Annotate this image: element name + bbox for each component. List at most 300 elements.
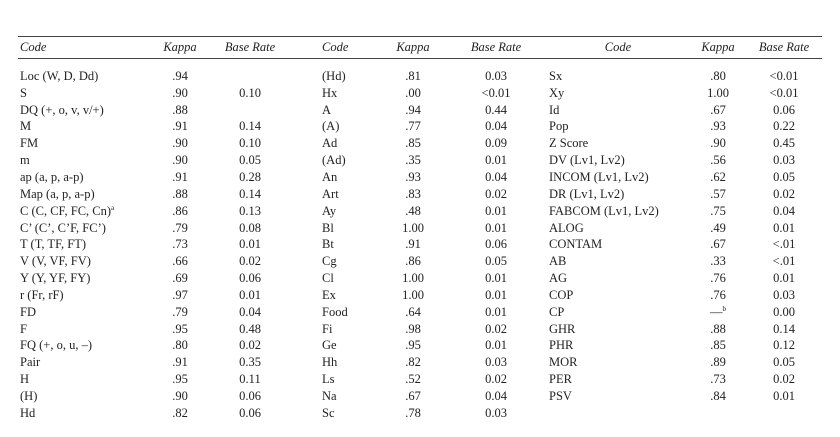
cell-base-rate: 0.01 <box>485 203 507 218</box>
cell-kappa-text: .88 <box>710 321 726 336</box>
cell-base-rate: 0.02 <box>773 186 795 201</box>
table-row <box>322 102 550 119</box>
cell-code <box>549 221 687 236</box>
cell-code <box>20 389 160 404</box>
header-row <box>322 39 550 56</box>
cell-kappa-text: .66 <box>172 254 188 269</box>
cell-code-text: Id <box>549 102 560 117</box>
table-row <box>322 371 550 388</box>
cell-base-rate: 0.02 <box>239 254 261 269</box>
cell-kappa-text: .79 <box>172 220 188 235</box>
cell-kappa <box>687 204 749 219</box>
cell-kappa-text: — <box>710 304 723 319</box>
cell-kappa-text: .95 <box>172 372 188 387</box>
cell-kappa <box>384 170 442 185</box>
table-row <box>322 203 550 220</box>
table-row <box>20 186 300 203</box>
cell-code-text: ALOG <box>549 220 584 235</box>
table-row <box>549 152 819 169</box>
cell-kappa-text: .97 <box>172 287 188 302</box>
table-row <box>322 321 550 338</box>
table-row <box>322 405 550 422</box>
cell-base-rate: 0.13 <box>239 203 261 218</box>
cell-kappa-text: .95 <box>405 338 421 353</box>
table-row <box>20 220 300 237</box>
cell-code-text: Ge <box>322 338 337 353</box>
cell-kappa <box>687 237 749 252</box>
cell-code <box>20 271 160 286</box>
cell-kappa <box>160 136 200 151</box>
table-row <box>20 102 300 119</box>
cell-base-rate: 0.00 <box>773 304 795 319</box>
cell-code-text: FM <box>20 136 39 151</box>
table-row <box>20 304 300 321</box>
table-row <box>549 287 819 304</box>
cell-code <box>322 288 384 303</box>
cell-code <box>322 271 384 286</box>
cell-code-text: Z Score <box>549 136 589 151</box>
cell-code <box>549 254 687 269</box>
cell-code-text: An <box>322 169 338 184</box>
cell-code-text: r (Fr, rF) <box>20 287 64 302</box>
table-row <box>549 135 819 152</box>
cell-code-text: m <box>20 153 30 168</box>
cell-kappa <box>687 322 749 337</box>
cell-code-text: Hd <box>20 405 36 420</box>
cell-kappa-text: .67 <box>405 388 421 403</box>
cell-code-text: INCOM (Lv1, Lv2) <box>549 169 649 184</box>
table-row <box>549 371 819 388</box>
cell-kappa <box>384 322 442 337</box>
cell-base-rate: 0.01 <box>485 304 507 319</box>
cell-code-text: Na <box>322 388 337 403</box>
cell-kappa-text: .81 <box>405 68 421 83</box>
table-row <box>322 304 550 321</box>
header-code: Code <box>322 40 349 54</box>
cell-code <box>549 305 687 320</box>
cell-kappa-text: .69 <box>172 271 188 286</box>
cell-kappa <box>160 69 200 84</box>
cell-kappa <box>160 322 200 337</box>
cell-kappa-text: .98 <box>405 321 421 336</box>
cell-kappa <box>384 153 442 168</box>
cell-code-text: (Ad) <box>322 153 346 168</box>
cell-code-text: Sc <box>322 405 335 420</box>
cell-base-rate: 0.02 <box>773 372 795 387</box>
cell-kappa <box>160 119 200 134</box>
cell-code <box>549 288 687 303</box>
cell-code <box>20 170 160 185</box>
table-row <box>20 85 300 102</box>
cell-kappa <box>384 305 442 320</box>
cell-kappa-text: .33 <box>710 254 726 269</box>
cell-kappa <box>384 136 442 151</box>
cell-kappa <box>384 204 442 219</box>
cell-kappa-text: .85 <box>405 136 421 151</box>
cell-code-text: V (V, VF, FV) <box>20 254 91 269</box>
cell-code-text: Pop <box>549 119 569 134</box>
table-row <box>20 270 300 287</box>
panel-3-rows <box>549 68 819 405</box>
cell-kappa <box>687 338 749 353</box>
cell-base-rate: 0.04 <box>485 388 507 403</box>
cell-code <box>20 254 160 269</box>
cell-base-rate: 0.04 <box>485 169 507 184</box>
cell-code <box>549 271 687 286</box>
table-row <box>20 405 300 422</box>
cell-code-text: AB <box>549 254 567 269</box>
cell-kappa-text: .76 <box>710 271 726 286</box>
cell-kappa-text: .67 <box>710 102 726 117</box>
cell-kappa-text: .91 <box>172 169 188 184</box>
cell-kappa <box>687 69 749 84</box>
cell-kappa <box>160 237 200 252</box>
cell-base-rate: 0.14 <box>239 186 261 201</box>
cell-kappa-text: .93 <box>405 169 421 184</box>
cell-kappa-text: .94 <box>405 102 421 117</box>
cell-base-rate: 0.04 <box>773 203 795 218</box>
cell-kappa <box>384 237 442 252</box>
cell-code <box>549 204 687 219</box>
cell-kappa-text: .48 <box>405 203 421 218</box>
cell-code <box>20 305 160 320</box>
cell-kappa-text: .86 <box>172 203 188 218</box>
table-row <box>549 85 819 102</box>
cell-code <box>20 406 160 421</box>
cell-kappa <box>687 355 749 370</box>
cell-code <box>322 86 384 101</box>
table-row <box>549 220 819 237</box>
cell-kappa-text: 1.00 <box>402 271 424 286</box>
cell-code <box>549 153 687 168</box>
cell-kappa <box>687 305 749 320</box>
table-row <box>549 338 819 355</box>
cell-code-text: Cg <box>322 254 337 269</box>
header-kappa: Kappa <box>701 40 735 54</box>
cell-kappa-text: .88 <box>172 186 188 201</box>
cell-base-rate: 0.48 <box>239 321 261 336</box>
cell-code <box>549 170 687 185</box>
table-row <box>20 321 300 338</box>
cell-code <box>322 103 384 118</box>
cell-kappa <box>384 372 442 387</box>
cell-base-rate: 0.04 <box>239 304 261 319</box>
cell-kappa-text: .91 <box>405 237 421 252</box>
cell-kappa-text: .73 <box>710 372 726 387</box>
cell-kappa-text: .89 <box>710 355 726 370</box>
cell-kappa <box>687 136 749 151</box>
cell-code-text: Sx <box>549 68 563 83</box>
cell-code-text: Ad <box>322 136 338 151</box>
cell-kappa <box>160 355 200 370</box>
cell-code-text: (A) <box>322 119 340 134</box>
cell-kappa-text: .80 <box>710 68 726 83</box>
cell-kappa <box>687 187 749 202</box>
cell-code <box>549 187 687 202</box>
cell-kappa <box>384 338 442 353</box>
cell-code <box>322 153 384 168</box>
cell-kappa <box>384 406 442 421</box>
cell-code-text: (Hd) <box>322 68 346 83</box>
cell-code-text: C (C, CF, FC, Cn) <box>20 203 112 218</box>
cell-code <box>20 372 160 387</box>
cell-kappa <box>160 221 200 236</box>
cell-kappa <box>687 254 749 269</box>
table-row <box>549 119 819 136</box>
cell-base-rate: 0.02 <box>485 372 507 387</box>
cell-kappa <box>687 372 749 387</box>
cell-code <box>20 119 160 134</box>
cell-code-text: FD <box>20 304 36 319</box>
cell-kappa <box>160 103 200 118</box>
table-row <box>549 304 819 321</box>
cell-base-rate: 0.06 <box>239 271 261 286</box>
cell-code-text: M <box>20 119 32 134</box>
cell-code-text: CONTAM <box>549 237 603 252</box>
table-row <box>322 186 550 203</box>
cell-code <box>322 204 384 219</box>
footnote-marker: b <box>722 304 726 313</box>
cell-kappa <box>384 86 442 101</box>
cell-kappa-text: .67 <box>710 237 726 252</box>
cell-kappa <box>384 271 442 286</box>
cell-kappa <box>384 119 442 134</box>
cell-kappa-text: .52 <box>405 372 421 387</box>
cell-code-text: Ex <box>322 287 336 302</box>
cell-base-rate: 0.10 <box>239 136 261 151</box>
cell-code <box>20 288 160 303</box>
table-panel-1 <box>20 39 300 422</box>
cell-code-text: A <box>322 102 332 117</box>
cell-base-rate: 0.09 <box>485 136 507 151</box>
cell-code <box>20 237 160 252</box>
cell-kappa-text: .75 <box>710 203 726 218</box>
cell-kappa <box>384 355 442 370</box>
cell-code-text: C’ (C’, C’F, FC’) <box>20 220 106 235</box>
cell-kappa <box>687 86 749 101</box>
cell-base-rate: 0.06 <box>773 102 795 117</box>
table-row <box>322 152 550 169</box>
cell-code <box>322 338 384 353</box>
cell-base-rate: 0.01 <box>485 338 507 353</box>
table-row <box>322 236 550 253</box>
cell-base-rate: 0.44 <box>485 102 507 117</box>
cell-code <box>20 204 160 219</box>
cell-code-text: T (T, TF, FT) <box>20 237 87 252</box>
cell-code <box>322 136 384 151</box>
cell-code <box>322 69 384 84</box>
table-row <box>322 253 550 270</box>
cell-kappa-text: 1.00 <box>402 220 424 235</box>
cell-kappa <box>384 389 442 404</box>
cell-base-rate: 0.14 <box>239 119 261 134</box>
cell-base-rate: 0.05 <box>773 169 795 184</box>
cell-code <box>322 119 384 134</box>
cell-kappa <box>160 305 200 320</box>
cell-code <box>549 389 687 404</box>
cell-base-rate: 0.03 <box>485 355 507 370</box>
cell-base-rate: 0.02 <box>239 338 261 353</box>
cell-code-text: Xy <box>549 85 565 100</box>
cell-kappa <box>687 119 749 134</box>
cell-code-text: ap (a, p, a-p) <box>20 169 84 184</box>
table-row <box>549 68 819 85</box>
cell-code-text: H <box>20 372 30 387</box>
cell-code <box>20 86 160 101</box>
cell-kappa <box>160 86 200 101</box>
cell-code <box>322 355 384 370</box>
cell-base-rate: 0.01 <box>485 271 507 286</box>
cell-kappa <box>160 288 200 303</box>
cell-kappa-text: .84 <box>710 388 726 403</box>
cell-base-rate: 0.03 <box>773 153 795 168</box>
cell-code <box>549 322 687 337</box>
cell-code <box>549 103 687 118</box>
cell-code-text: F <box>20 321 27 336</box>
cell-base-rate: 0.12 <box>773 338 795 353</box>
cell-kappa <box>687 389 749 404</box>
cell-code <box>322 237 384 252</box>
cell-kappa <box>687 103 749 118</box>
cell-code-text: Cl <box>322 271 334 286</box>
cell-base-rate: 0.03 <box>485 68 507 83</box>
table-row <box>322 338 550 355</box>
cell-base-rate: <0.01 <box>481 85 511 100</box>
cell-kappa-text: .64 <box>405 304 421 319</box>
cell-code-text: Bt <box>322 237 334 252</box>
cell-kappa-text: .49 <box>710 220 726 235</box>
cell-kappa-text: .90 <box>172 153 188 168</box>
header-base-rate: Base Rate <box>224 40 276 54</box>
cell-base-rate: 0.05 <box>239 153 261 168</box>
cell-code-text: Pair <box>20 355 41 370</box>
cell-kappa-text: .76 <box>710 287 726 302</box>
cell-kappa <box>687 288 749 303</box>
table-row <box>549 270 819 287</box>
table-row <box>20 371 300 388</box>
cell-code <box>20 69 160 84</box>
cell-code-text: PHR <box>549 338 574 353</box>
cell-kappa-text: .85 <box>710 338 726 353</box>
cell-base-rate: 0.03 <box>485 405 507 420</box>
cell-kappa-text: .86 <box>405 254 421 269</box>
cell-code <box>20 322 160 337</box>
table-row <box>20 203 300 220</box>
cell-kappa <box>160 153 200 168</box>
cell-base-rate: 0.10 <box>239 85 261 100</box>
cell-kappa-text: .62 <box>710 169 726 184</box>
table-row <box>322 119 550 136</box>
cell-code-text: Art <box>322 186 339 201</box>
cell-base-rate: 0.05 <box>773 355 795 370</box>
cell-base-rate: 0.01 <box>485 220 507 235</box>
cell-base-rate: 0.01 <box>485 153 507 168</box>
cell-code <box>549 136 687 151</box>
cell-base-rate: 0.02 <box>485 186 507 201</box>
cell-code-text: DR (Lv1, Lv2) <box>549 186 625 201</box>
cell-kappa-text: .78 <box>405 405 421 420</box>
cell-base-rate: 0.11 <box>239 372 261 387</box>
cell-base-rate: 0.22 <box>773 119 795 134</box>
cell-code-text: Loc (W, D, Dd) <box>20 68 99 83</box>
cell-kappa <box>384 187 442 202</box>
cell-base-rate: 0.45 <box>773 136 795 151</box>
cell-kappa-text: .77 <box>405 119 421 134</box>
table-row <box>322 354 550 371</box>
cell-kappa-text: .90 <box>172 85 188 100</box>
table-row <box>20 236 300 253</box>
cell-code-text: GHR <box>549 321 576 336</box>
cell-kappa <box>384 254 442 269</box>
table-row <box>322 287 550 304</box>
cell-code <box>322 170 384 185</box>
cell-base-rate: 0.01 <box>773 388 795 403</box>
cell-kappa <box>384 103 442 118</box>
cell-code <box>20 187 160 202</box>
table-row <box>20 152 300 169</box>
cell-kappa-text: .82 <box>405 355 421 370</box>
cell-kappa-text: 1.00 <box>707 85 729 100</box>
panel-2-rows <box>322 68 550 422</box>
table-row <box>549 388 819 405</box>
cell-base-rate: 0.35 <box>239 355 261 370</box>
cell-code <box>549 338 687 353</box>
cell-code <box>322 221 384 236</box>
header-code: Code <box>20 40 47 54</box>
table-row <box>322 135 550 152</box>
cell-kappa-text: .57 <box>710 186 726 201</box>
cell-kappa <box>687 221 749 236</box>
cell-code-text: COP <box>549 287 574 302</box>
cell-base-rate: 0.06 <box>239 405 261 420</box>
cell-base-rate: 0.02 <box>485 321 507 336</box>
cell-code-text: Bl <box>322 220 334 235</box>
cell-code <box>322 372 384 387</box>
table-panel-2 <box>322 39 550 422</box>
cell-code <box>20 136 160 151</box>
cell-base-rate: 0.06 <box>485 237 507 252</box>
table-row <box>20 68 300 85</box>
cell-code <box>20 338 160 353</box>
cell-base-rate: 0.01 <box>773 220 795 235</box>
cell-code <box>322 389 384 404</box>
cell-kappa-text: .35 <box>405 153 421 168</box>
table-row <box>549 186 819 203</box>
cell-kappa <box>160 271 200 286</box>
cell-base-rate: 0.28 <box>239 169 261 184</box>
cell-kappa-text: .88 <box>172 102 188 117</box>
cell-base-rate: 0.06 <box>239 388 261 403</box>
cell-kappa-text: .82 <box>172 405 188 420</box>
header-row <box>549 39 819 56</box>
header-row <box>20 39 300 56</box>
cell-base-rate: 0.01 <box>239 287 261 302</box>
header-code: Code <box>604 40 632 54</box>
cell-code-text: (H) <box>20 388 38 403</box>
table-row <box>322 388 550 405</box>
table-row <box>20 287 300 304</box>
cell-base-rate: 0.08 <box>239 220 261 235</box>
cell-kappa-text: 1.00 <box>402 287 424 302</box>
cell-kappa <box>687 271 749 286</box>
cell-code-text: Fi <box>322 321 333 336</box>
cell-base-rate: <0.01 <box>769 85 799 100</box>
cell-code-text: CP <box>549 304 565 319</box>
cell-kappa <box>687 170 749 185</box>
cell-code <box>322 187 384 202</box>
table-row <box>20 338 300 355</box>
cell-code <box>549 86 687 101</box>
